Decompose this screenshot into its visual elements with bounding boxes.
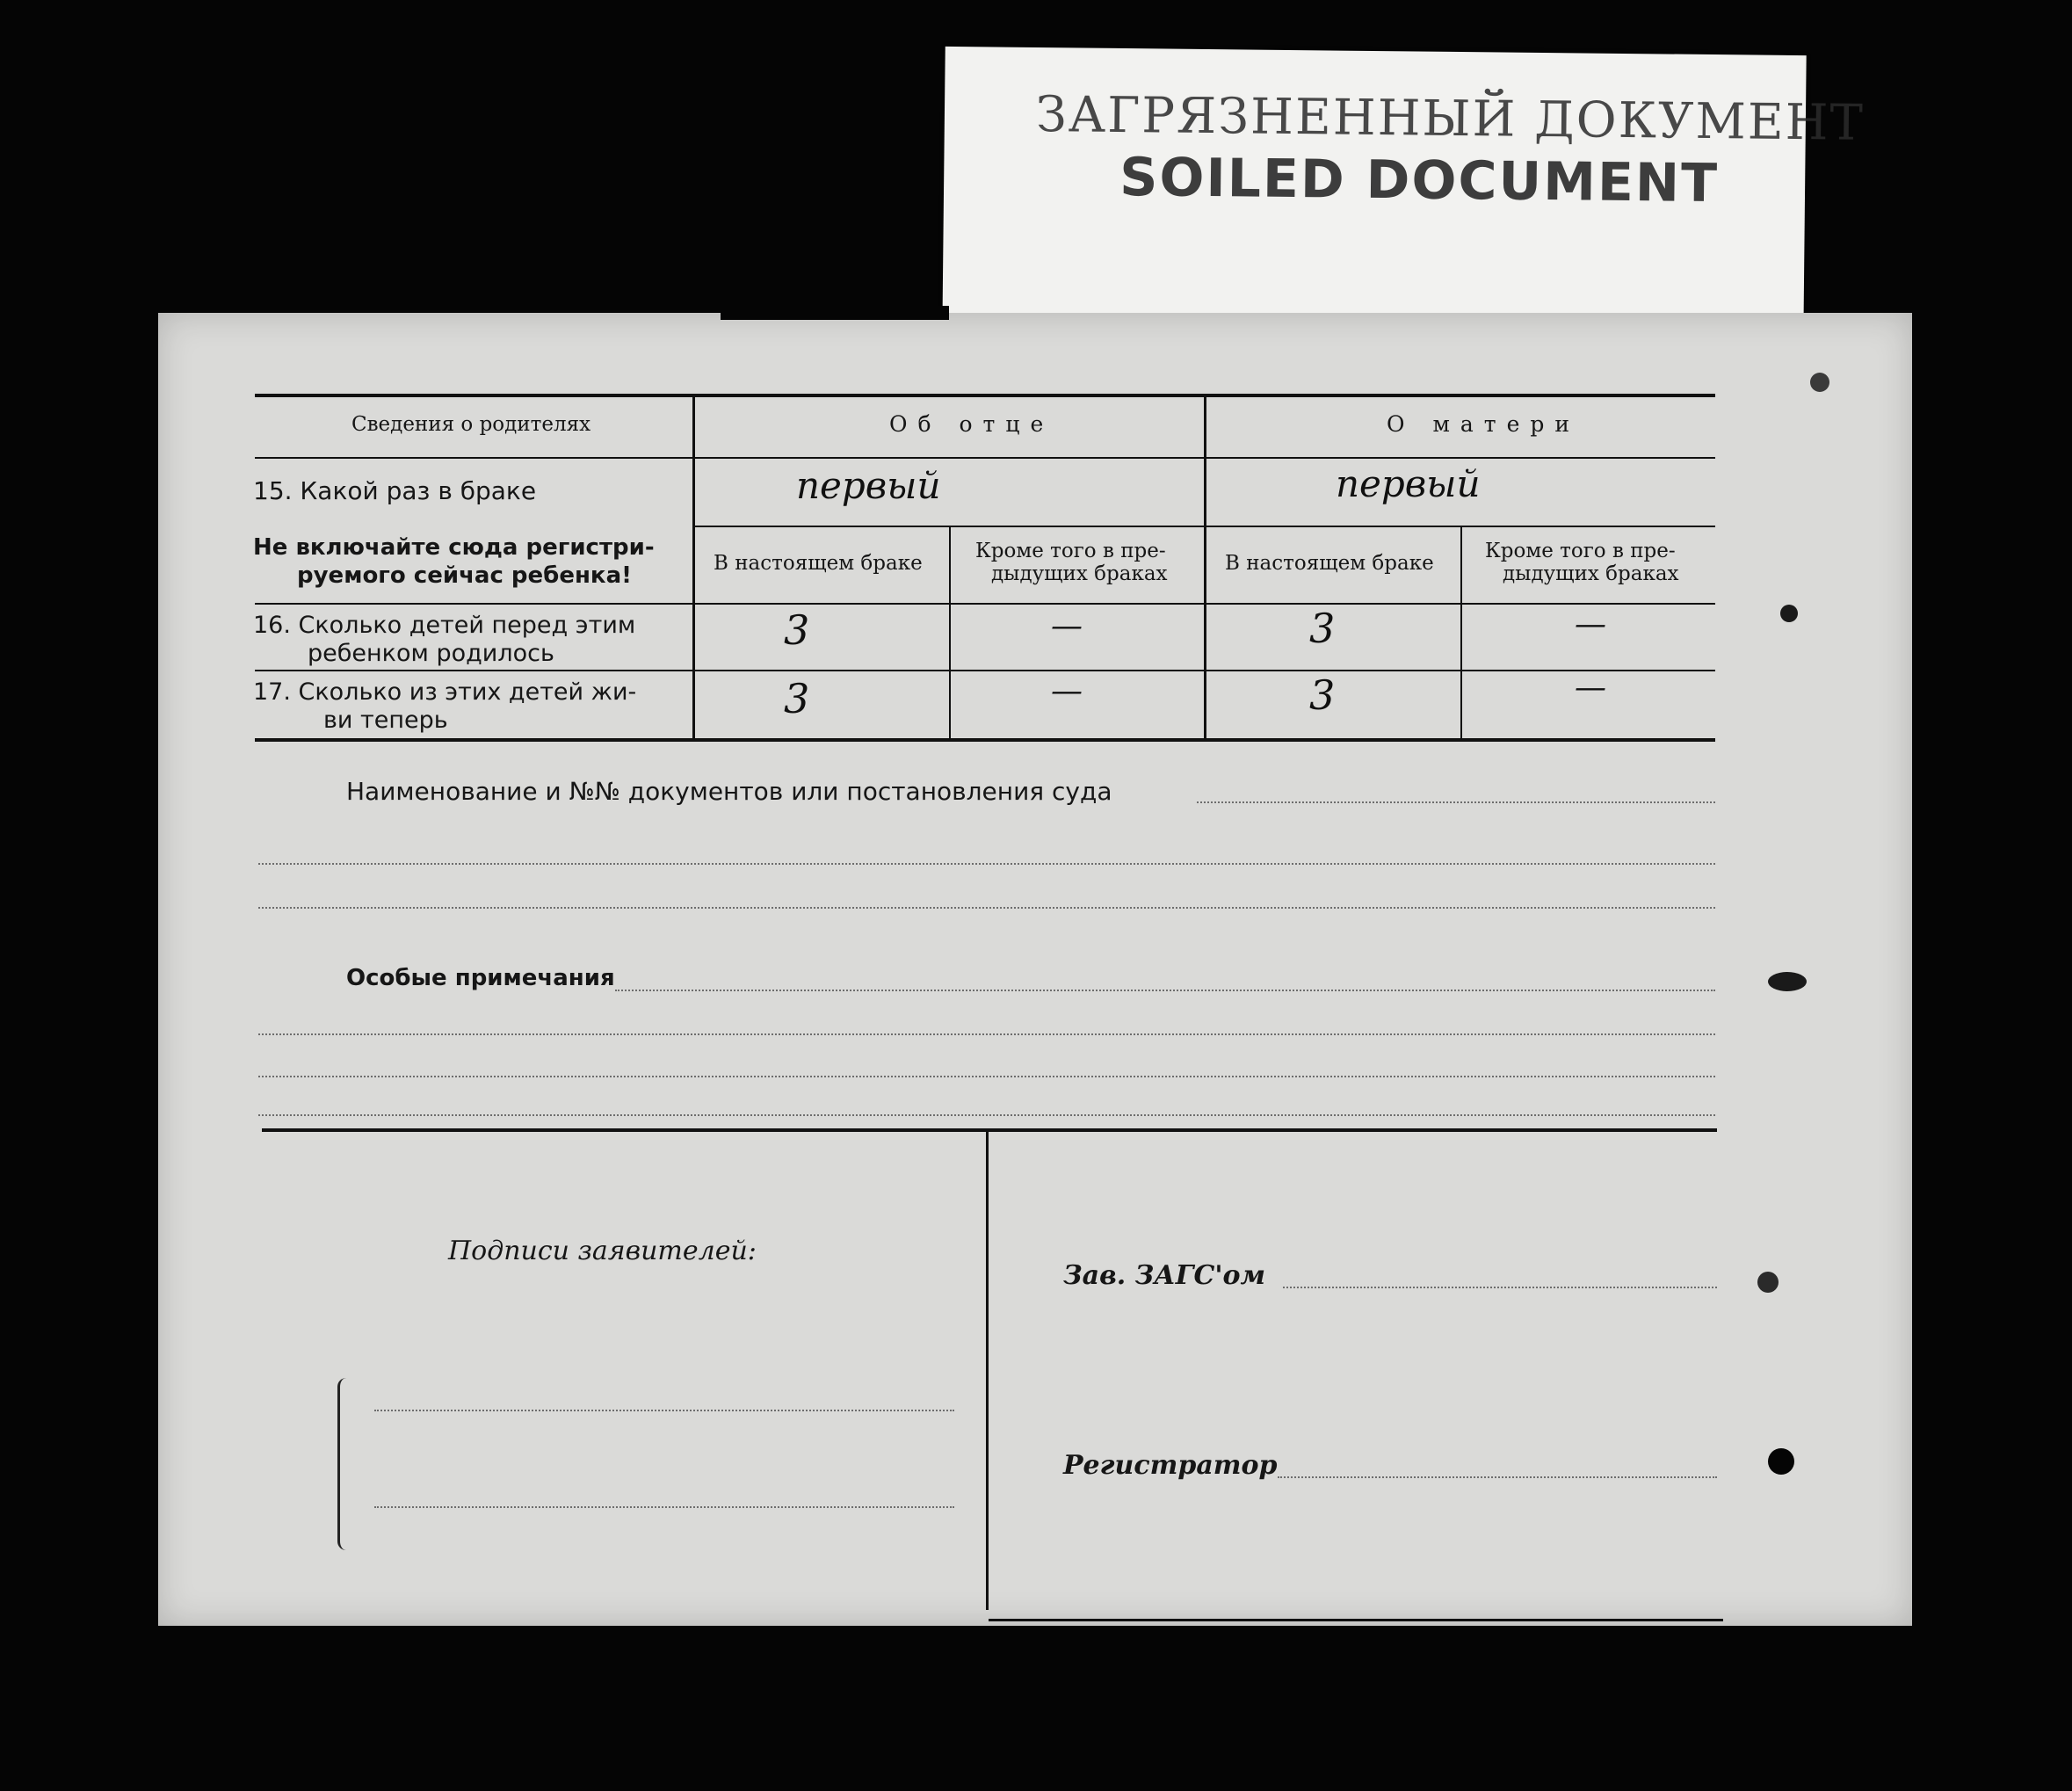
soiled-document-label — [942, 47, 1866, 345]
torn-edge — [721, 306, 949, 320]
head-registry-label: Зав. ЗАГС'ом — [1063, 1260, 1266, 1291]
applicant-signature-line[interactable] — [374, 1410, 954, 1411]
punch-hole — [1768, 1448, 1794, 1475]
q15-mother-answer: первый — [1336, 462, 1481, 505]
registrar-signature-line[interactable] — [1278, 1476, 1717, 1478]
paper-damage — [1810, 373, 1829, 392]
exclusion-note-line1: Не включайте сюда регистри- — [253, 534, 655, 561]
father-header: Об отце — [889, 411, 1054, 437]
documents-line[interactable] — [258, 863, 1715, 865]
mother-previous-marriages-header-line2: дыдущих браках — [1503, 562, 1679, 585]
remarks-label: Особые примечания — [346, 965, 615, 991]
table-bottom-rule — [255, 738, 1715, 742]
remarks-line[interactable] — [258, 1076, 1715, 1077]
stamp-english-text: SOILED DOCUMENT — [1119, 146, 1720, 215]
applicant-signature-line[interactable] — [374, 1506, 954, 1508]
subheader-rule — [255, 603, 1715, 605]
q16-mother-previous: — — [1575, 606, 1606, 642]
q17-label-line2: ви теперь — [323, 707, 448, 734]
head-registry-signature-line[interactable] — [1283, 1287, 1717, 1288]
stamp-russian-text: ЗАГРЯЗНЕННЫЙ ДОКУМЕНТ — [1035, 85, 1866, 152]
q15-father-answer: первый — [796, 464, 941, 507]
registration-form — [158, 313, 1912, 1626]
q16-father-current: 3 — [784, 606, 810, 654]
q17-mother-current: 3 — [1309, 671, 1336, 719]
signature-bottom-rule — [989, 1619, 1723, 1621]
column-divider — [1204, 394, 1206, 740]
q17-label-line1: 17. Сколько из этих детей жи- — [253, 678, 637, 706]
column-divider — [692, 394, 695, 740]
mother-header: О матери — [1387, 411, 1581, 437]
table-header-rule — [255, 457, 1715, 459]
remarks-line[interactable] — [258, 1114, 1715, 1116]
paper-damage — [1780, 605, 1798, 622]
paper-damage — [1768, 972, 1807, 991]
q16-rule — [255, 670, 1715, 671]
father-current-marriage-header: В настоящем браке — [714, 552, 923, 575]
signature-block-rule — [262, 1128, 1717, 1132]
mother-previous-marriages-header-line1: Кроме того в пре- — [1485, 540, 1676, 562]
registrar-label: Регистратор — [1063, 1450, 1278, 1481]
q16-mother-current: 3 — [1309, 605, 1336, 652]
parents-info-header: Сведения о родителях — [351, 413, 591, 436]
column-divider — [1460, 527, 1462, 740]
documents-line[interactable] — [1197, 801, 1715, 803]
father-previous-marriages-header-line2: дыдущих браках — [991, 562, 1168, 585]
q17-mother-previous: — — [1575, 670, 1606, 706]
applicants-signatures-label: Подписи заявителей: — [448, 1236, 757, 1266]
q17-father-previous: — — [1051, 673, 1083, 709]
q16-father-previous: — — [1051, 608, 1083, 644]
remarks-line[interactable] — [615, 990, 1715, 991]
father-previous-marriages-header-line1: Кроме того в пре- — [975, 540, 1166, 562]
documents-label: Наименование и №№ документов или постановления суда — [346, 777, 1112, 806]
q16-label-line1: 16. Сколько детей перед этим — [253, 612, 636, 639]
punch-hole — [1757, 1272, 1779, 1293]
column-divider — [949, 527, 951, 740]
q17-father-current: 3 — [784, 675, 810, 722]
signature-divider — [986, 1130, 989, 1610]
q16-label-line2: ребенком родилось — [308, 640, 554, 667]
mother-current-marriage-header: В настоящем браке — [1225, 552, 1434, 575]
q15-label: 15. Какой раз в браке — [253, 476, 537, 505]
remarks-line[interactable] — [258, 1033, 1715, 1035]
exclusion-note-line2: руемого сейчас ребенка! — [297, 562, 632, 589]
signature-brace — [337, 1378, 352, 1550]
table-top-rule — [255, 394, 1715, 397]
documents-line[interactable] — [258, 907, 1715, 909]
